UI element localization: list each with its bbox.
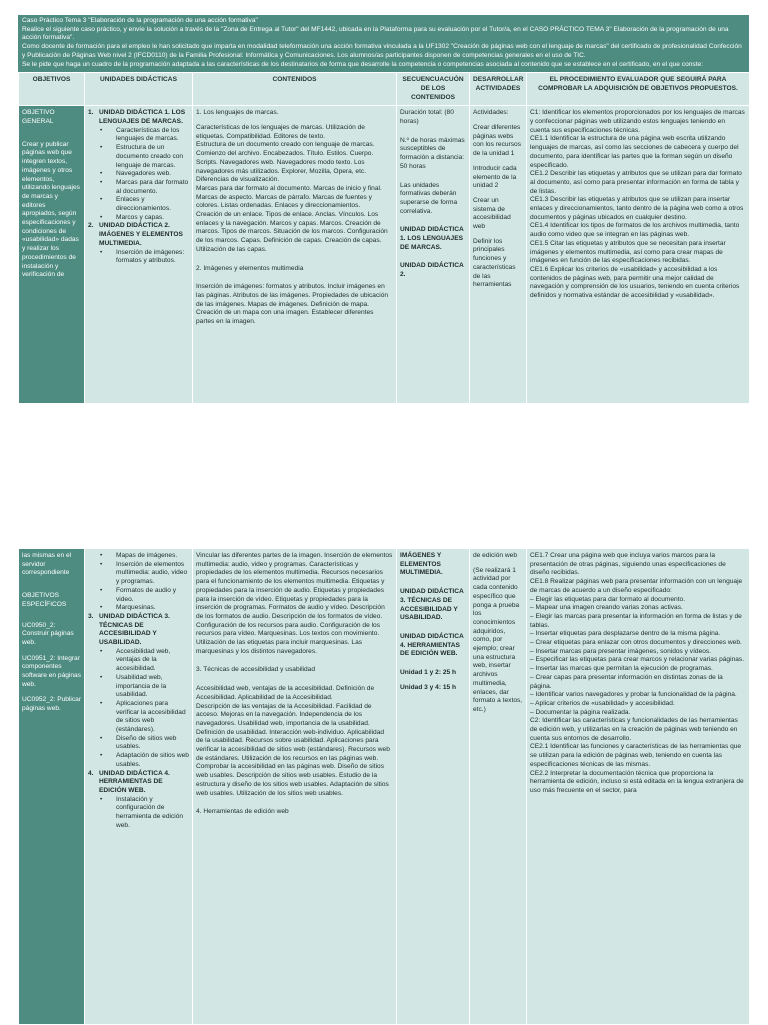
- sequence-item: Unidad 3 y 4: 15 h: [400, 683, 457, 691]
- table-header-row: [19, 73, 750, 106]
- content-paragraph: Marcas para dar formato al documento. Marcas de inicio y final. Marcas de aspecto. Marcas de párrafo. Marcas de fuentes y colores. Listas ordenadas. Enlaces y direccionamientos.: [196, 184, 382, 210]
- list-item: • Enlaces y direccionamientos.: [100, 196, 171, 213]
- evaluacion-cell: [527, 106, 750, 404]
- content-heading: 1. Los lenguajes de marcas.: [196, 109, 279, 117]
- criterion: CE1.5 Citar las etiquetas y atributos que se necesitan para insertar imágenes y elementos multimedia, así como para crear mapas de imágenes en función de las especificaciones recibidas.: [530, 239, 726, 265]
- document-page-1: [18, 15, 749, 404]
- criterion: – Elegir las marcas para presentar la información en forma de listas y de tablas.: [530, 612, 742, 629]
- criterion: CE1.8 Realizar páginas web para presentar información con un lenguaje de marcas de acuerdo a un diseño especificado:: [530, 578, 743, 594]
- content-paragraph: Creación de un enlace. Tipos de enlace. Anclas. Vínculos. Los enlaces y la navegación. Marcos y capas. Marcos. Creación de marcos. Tipos de marcos. Situación de los marcos. Configuración de los marcos. Capas. Definición de capas. Creación de capas. Utilización de las capas.: [196, 211, 388, 253]
- list-item: • Mapas de imágenes.: [100, 552, 178, 559]
- list-item: • Navegadores web.: [100, 170, 171, 178]
- intro-title: Caso Práctico Tema 3 "Elaboración de la programación de una acción formativa": [22, 17, 258, 24]
- sequence-item: Unidad 1 y 2: 25 h: [400, 669, 457, 677]
- unit-heading: 4. UNIDAD DIDÁCTICA 4. HERRAMIENTAS DE EDICIÓN WEB.: [88, 769, 170, 794]
- activity-item: Crear diferentes páginas webs con los recursos de la unidad 1: [473, 124, 522, 158]
- criterion: CE1.4 Identificar los tipos de formatos de los archivos multimedia, tanto audio como video que se integran en las páginas web.: [530, 222, 740, 239]
- criterion: – Identificar varios navegadores y probar la funcionalidad de la página.: [530, 691, 737, 699]
- criterion: CE1.7 Crear una página web que incluya varios marcos para la presentación de otras páginas, siguiendo unas especificaciones de diseño recibidas.: [530, 552, 726, 577]
- list-item: • Marcas para dar formato al documento.: [100, 178, 189, 195]
- criterion: CE2.2 Interpretar la documentación técnica que proporciona la herramienta de edición, incluso si está editada en la lengua extranjera de uso más frecuente en el sector, para: [530, 769, 744, 794]
- content-paragraph: Características de los lenguajes de marcas. Utilización de etiquetas. Compatibilidad. Editores de texto.: [196, 124, 365, 140]
- document-page-2: [18, 548, 749, 1025]
- unidades-cell: [85, 106, 193, 404]
- content-paragraph: Comprobar la accesibilidad en las páginas web. Diseño de sitios web usables. Descripción de sitios web usables. Estudio de la estructura y diseño de los sitios web usables. Adaptación de sitios web usables. Utilización de los sitios web usables.: [196, 763, 389, 797]
- activity-item: de edición web: [473, 552, 517, 559]
- list-item: • Diseño de sitios web usables.: [100, 734, 177, 751]
- header-contenidos: CONTENIDOS: [193, 73, 397, 106]
- secuenciacion-cell: [397, 549, 470, 1025]
- objetivos-cell: [19, 549, 85, 1025]
- objetivos-especificos-label: OBJETIVOS ESPECÍFICOS: [22, 592, 67, 608]
- activity-item: Introducir cada elemento de la unidad 2: [473, 164, 517, 190]
- content-paragraph: Vincular las diferentes partes de la imagen. Inserción de elementos multimedia: audio, video y programas. Características y propiedades de los elementos multimedia. Recursos necesarios para el funcionamiento de los elementos multimedia. Etiquetas y propiedades para la inserción de audio. Etiquetas y propiedades para la inserción de vídeo. Etiquetas y propiedades para la inserción de programas. Formatos de audio y vídeo. Descripción de los formatos de audio. Descripción de los formatos de vídeo. Configuración de los recursos para audio. Configuración de los recursos para vídeo. Marquesinas. Los textos con movimiento. Utilización de las etiquetas para incluir marquesinas. Las marquesinas y los distintos navegadores.: [196, 552, 393, 655]
- sequence-item: UNIDAD DIDÁCTICA 3. TÉCNICAS DE ACCESIBILIDAD Y USABILIDAD.: [400, 588, 464, 622]
- objetivo-general-label: OBJETIVO GENERAL: [22, 109, 55, 126]
- criterion: CE1.1 Identificar la estructura de una página web escrita utilizando lenguajes de marcas, así como las secciones de cabecera y cuerpo del documento, para identificar las partes que la forman según un diseño especificado.: [530, 135, 739, 169]
- intro-instructions: Realice el siguiente caso práctico, y envíe la solución a través de la "Zona de Entrega al Tutor" del MF1442, ubicada en la Plataforma para su evaluación por el Tutor/a, en el CASO PRÁCTICO TEMA 3" Elaboración de la programación de una acción formativa".: [22, 25, 729, 42]
- content-paragraph: Accesibilidad web, ventajas de la accesibilidad. Definición de Accesibilidad. Aplicabilidad de la Accesibilidad.: [196, 685, 375, 701]
- criterion: – Crear capas para presentar información en distintas zonas de la página.: [530, 673, 723, 690]
- activity-item: Actividades:: [473, 109, 509, 117]
- content-paragraph: Descripción de las ventajas de la Accesibilidad. Facilidad de acceso. Mejoras en la navegación. Independencia de los navegadores. Usabilidad web, importancia de la usabilidad. Definición de usabilidad. Interacción web-individuo. Aplicabilidad de la usabilidad. Recursos sobre usabilidad. Aplicaciones para verificar la accesibilidad de sitios web (estándares). Recursos web de estándares. Utilización de los recursos en las páginas web.: [196, 702, 390, 762]
- sequence-item: Duración total: (80 horas): [400, 109, 454, 126]
- activity-item: (Se realizará 1 actividad por cada contenido específico que ponga a prueba los conocimientos adquiridos, como, por ejemplo; crear una estructura web, insertar archivos multimedia, enlaces, dar formato a textos, etc.): [473, 566, 523, 713]
- actividades-cell: [470, 106, 527, 404]
- table-row: [19, 549, 750, 1025]
- content-heading: 4. Herramientas de edición web: [196, 808, 289, 816]
- criterion: – Mapear una imagen creando varias zonas activas.: [530, 604, 683, 612]
- header-actividades: DESARROLLAR ACTIVIDADES: [470, 73, 527, 106]
- sequence-item: N.º de horas máximas susceptibles de formación a distancia: 50 horas: [400, 136, 465, 170]
- uc-item: UC0950_2: Construir páginas web.: [22, 621, 74, 646]
- header-objetivos: OBJETIVOS: [19, 73, 85, 106]
- criterion: – Aplicar criterios de «usabilidad» y accesibilidad.: [530, 699, 675, 707]
- uc-item: UC0951_2: Integrar componentes software en páginas web.: [22, 654, 82, 688]
- content-paragraph: Estructura de un documento creado con lenguaje de marcas. Comienzo del archivo. Encabezados. Título. Estilos. Cuerpo. Scripts. Navegadores web. Navegadores modo texto. Los navegadores más utilizados. Explorer, Mozilla, Opera, etc. Diferencias de visualización.: [196, 141, 375, 184]
- criterion: CE2.1 Identificar las funciones y características de las herramientas que se utilizan para la edición de páginas web, teniendo en cuenta las especificaciones técnicas de las mismas.: [530, 743, 742, 768]
- list-item: • Adaptación de sitios web usables.: [100, 752, 189, 768]
- criterion: – Insertar marcas para presentar imágenes, sonidos y vídeos.: [530, 647, 712, 655]
- criterion: CE1.3 Describir las etiquetas y atributos que se utilizan para insertar enlaces y direccionamientos, tanto dentro de la página web como a otros documentos y páginas ubicados en cualquier destino.: [530, 196, 744, 221]
- list-item: • Marquesinas.: [100, 604, 156, 612]
- evaluacion-cell: [527, 549, 750, 1025]
- intro-context: Como docente de formación para el empleo le han solicitado que imparta en modalidad teleformación una acción formativa vinculada a la UF1302 "Creación de páginas web con el lenguaje de marcas" del certificado de profesionalidad Confección y Publicación de Páginas Web nivel 2 (IFCD0110) de la Familia Profesional: Informática y Comunicaciones. Los alumnos/as participantes disponen de competencias generales en el uso de TIC.: [22, 43, 742, 59]
- content-paragraph: Inserción de imágenes: formatos y atributos. Incluir imágenes en las páginas. Atributos de las imágenes. Propiedades de ubicación de las imágenes. Mapas de imágenes. Definición de mapa. Creación de un mapa con una imagen. Establecer diferentes partes en la imagen.: [196, 283, 389, 326]
- header-unidades: UNIDADES DIDÁCTICAS: [85, 73, 193, 106]
- criterion: CE1.6 Explicar los criterios de «usabilidad» y accesibilidad a los contenidos de páginas web, para permitir una mejor calidad de navegación y comprensión de los usuarios, teniendo en cuenta criterios definidos y normativa estándar de accesibilidad y «usabilidad».: [530, 265, 740, 300]
- criterion: C2: Identificar las características y funcionalidades de las herramientas de edición web, y utilizarlas en la creación de páginas web teniendo en cuenta sus entornos de desarrollo.: [530, 717, 738, 742]
- objetivo-general-text: Crear y publicar páginas web que integren textos, imágenes y otros elementos, utilizando lenguajes de marcas y editores apropiados, según especificaciones y condiciones de «usabilidad» dadas y realizar los procedimientos de instalación y verificación de: [22, 140, 80, 279]
- unidades-cell: [85, 549, 193, 1025]
- criterion: CE1.2 Describir las etiquetas y atributos que se utilizan para dar formato al documento, así como para presentar información en forma de tabla y de listas.: [530, 170, 742, 195]
- objetivo-general-text-cont: las mismas en el servidor correspondiente: [22, 552, 72, 577]
- table-row: [19, 106, 750, 404]
- criterion: – Documentar la página realizada.: [530, 708, 631, 716]
- actividades-cell: [470, 549, 527, 1025]
- list-item: • Marcos y capas.: [100, 213, 165, 221]
- list-item: • Inserción de imágenes: formatos y atributos.: [100, 248, 185, 265]
- programming-table-page-2: [18, 548, 750, 1025]
- secuenciacion-cell: [397, 106, 470, 404]
- contenidos-cell: [193, 106, 397, 404]
- list-item: • Usabilidad web, importancia de la usabilidad.: [100, 673, 167, 699]
- activity-item: Definir los principales funciones y características de las herramientas: [473, 237, 516, 289]
- list-item: • Accesibilidad web, ventajas de la accesibilidad.: [100, 647, 171, 673]
- list-item: • Inserción de elementos multimedia: audio, video y programas.: [100, 560, 188, 586]
- list-item: • Instalación y configuración de herramienta de edición web.: [100, 795, 184, 829]
- criterion: C1: Identificar los elementos proporcionados por los lenguajes de marcas y confeccionar páginas web utilizando estos lenguajes teniendo en cuenta sus especificaciones técnicas.: [530, 109, 745, 134]
- list-item: • Formatos de audio y video.: [100, 586, 177, 603]
- unit-heading: 1. UNIDAD DIDÁCTICA 1. LOS LENGUAJES DE MARCAS.: [88, 109, 186, 126]
- content-heading: 2. Imágenes y elementos multimedia: [196, 264, 304, 272]
- list-item: • Estructura de un documento creado con lenguaje de marcas.: [100, 144, 184, 169]
- header-secuenciacion: SECUENCUACUÓN DE LOS CONTENIDOS: [397, 73, 470, 106]
- uc-item: UC0952_2: Publicar páginas web.: [22, 696, 82, 713]
- programming-table-page-1: [18, 72, 750, 404]
- sequence-item: IMÁGENES Y ELEMENTOS MULTIMEDIA.: [400, 552, 443, 577]
- sequence-item: UNIDAD DIDÁCTICA 1. LOS LENGUAJES DE MARCAS.: [400, 226, 464, 251]
- criterion: – Elegir las etiquetas para dar formato al documento.: [530, 595, 686, 603]
- sequence-item: UNIDAD DIDÁCTICA 4. HERRAMIENTAS DE EDICIÓN WEB.: [400, 632, 464, 658]
- unit-heading: 2. UNIDAD DIDÁCTICA 2. IMÁGENES Y ELEMENTOS MULTIMEDIA.: [88, 222, 183, 247]
- criterion: – Insertar las marcas que permitan la ejecución de programas.: [530, 665, 713, 673]
- case-intro-block: [18, 15, 749, 72]
- content-heading: 3. Técnicas de accesibilidad y usabilidad: [196, 666, 316, 674]
- sequence-item: Las unidades formativas deberán superarse de forma correlativa.: [400, 181, 458, 215]
- intro-request: Se le pide que haga un cuadro de la programación adaptada a las características de los destinatarios de forma que desarrolle la competencia o competencias asociada al contenido que se establece en el certificado, en el que conste:: [22, 60, 704, 68]
- unit-heading: 3. UNIDAD DIDÁCTICA 3. TÉCNICAS DE ACCESIBILIDAD Y USABILIDAD.: [88, 612, 170, 647]
- contenidos-cell: [193, 549, 397, 1025]
- list-item: • Aplicaciones para verificar la accesibilidad de sitios web (estándares).: [100, 699, 186, 734]
- criterion: – Especificar las etiquetas para crear marcos y relacionar varias páginas.: [530, 656, 745, 664]
- list-item: • Características de los lenguajes de marcas.: [100, 126, 180, 143]
- activity-item: Crear un sistema de accesibilidad web: [473, 196, 511, 231]
- objetivos-cell: [19, 106, 85, 404]
- header-evaluacion: EL PROCEDIMIENTO EVALUADOR QUE SEGUIRÁ PARA COMPROBAR LA ADQUISICIÓN DE OBJETIVOS PROPUESTOS.: [527, 73, 750, 106]
- sequence-item: UNIDAD DIDÁCTICA 2.: [400, 262, 464, 279]
- criterion: – Crear etiquetas para enlazar con otros documentos y direcciones web.: [530, 639, 742, 647]
- criterion: – Insertar etiquetas para desplazarse dentro de la misma página.: [530, 630, 721, 638]
